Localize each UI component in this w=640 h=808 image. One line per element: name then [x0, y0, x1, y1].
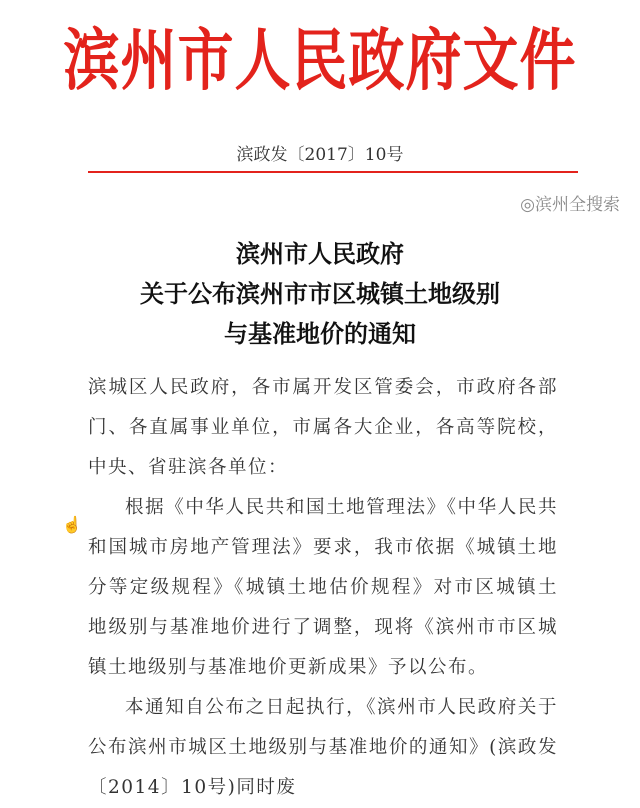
- document-body: [88, 368, 558, 808]
- paragraph-2: 本通知自公布之日起执行，《滨州市人民政府关于公布滨州市城区土地级别与基准地价的通知》(滨政发〔2014〕10号)同时废: [88, 697, 558, 798]
- watermark: ◎滨州全搜索: [520, 195, 620, 215]
- title-line-1: 滨州市人民政府: [236, 239, 404, 268]
- title-line-2: 关于公布滨州市市区城镇土地级别: [140, 279, 500, 308]
- paragraph-1: 根据《中华人民共和国土地管理法》《中华人民共和国城市房地产管理法》要求，我市依据《城镇土地分等定级规程》《城镇土地估价规程》对市区城镇土地级别与基准地价进行了调整，现将《滨州市市区城镇土地级别与基准地价更新成果》予以公布。: [88, 497, 558, 678]
- watermark-text: 滨州全搜索: [535, 195, 620, 215]
- document-number: 滨政发〔2017〕10号: [236, 145, 404, 165]
- addressee: 滨城区人民政府，各市属开发区管委会，市政府各部门、各直属事业单位，市属各大企业，各高等院校，中央、省驻滨各单位：: [88, 377, 558, 478]
- red-divider: [88, 171, 578, 173]
- hand-cursor-icon: ☝: [62, 515, 82, 534]
- document-header: 滨州市人民政府文件: [63, 22, 577, 101]
- title-line-3: 与基准地价的通知: [224, 319, 416, 348]
